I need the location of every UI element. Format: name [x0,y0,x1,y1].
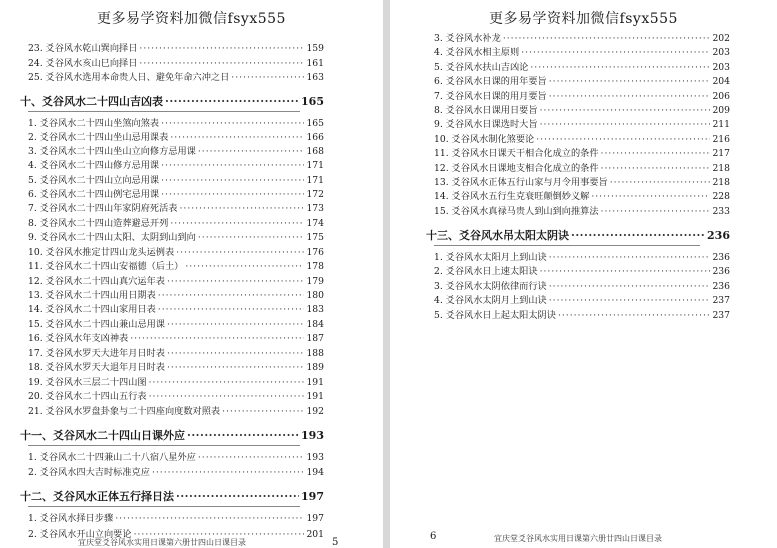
toc-dot-leader [530,61,710,74]
page-number: 6 [430,531,437,542]
toc-dot-leader [591,190,710,203]
section-divider [28,506,300,507]
toc-page-number: 194 [306,467,324,478]
toc-entry [434,32,730,45]
toc-entry-title: 18. 爻谷风水罗天大退年月日时表 [28,362,165,373]
toc-page-number: 159 [306,43,324,54]
toc-dot-leader [170,217,304,230]
toc-dot-leader [176,246,304,259]
toc-entry-title: 4. 爻谷风水太阴月上到山诀 [434,295,547,306]
toc-entry [28,405,324,418]
toc-dot-leader [180,202,305,215]
toc-entry-title: 19. 爻谷风水三层二十四山图 [28,377,147,388]
toc-page-number: 165 [301,95,324,108]
toc-entry [28,347,324,360]
toc-dot-leader [167,361,304,374]
toc-page-number: 168 [306,146,324,157]
toc-page-number: 191 [306,391,324,402]
toc-entry [434,280,730,293]
toc-page-number: 201 [306,529,324,540]
toc-entry [28,246,324,259]
toc-dot-leader [167,275,304,288]
toc-entry-title: 1. 爻谷风水择日步骤 [28,513,114,524]
toc-page-number: 192 [306,406,324,417]
toc-section-heading [426,228,730,243]
toc-dot-leader [558,309,710,322]
toc-entry-title: 十一、爻谷风水二十四山日课外应 [20,429,185,442]
toc-dot-leader [231,71,304,84]
toc-dot-leader [601,162,710,175]
toc-entry-title: 1. 爻谷风水二十四山坐煞向煞表 [28,118,160,129]
toc-page-number: 197 [301,490,324,503]
toc-entry [434,294,730,307]
toc-entry-title: 11. 爻谷风水二十四山安福德（后土） [28,261,184,272]
toc-entry [28,390,324,403]
toc-entry-title: 24. 爻谷风水亥山巳向择日 [28,58,138,69]
toc-page-number: 202 [712,33,730,44]
toc-dot-leader [165,94,299,109]
toc-page-number: 236 [712,252,730,263]
toc-entry [28,217,324,230]
toc-dot-leader [152,466,304,479]
toc-entry-title: 21. 爻谷风水罗盘卦象与二十四座向度数对照表 [28,406,221,417]
toc-dot-leader [549,280,710,293]
toc-entry [28,466,324,479]
toc-entry [28,303,324,316]
toc-page-number: 172 [306,189,324,200]
toc-entry [28,275,324,288]
toc-entry [28,159,324,172]
toc-page-number: 184 [306,319,324,330]
right-page [390,0,777,548]
toc-entry-title: 3. 爻谷风水二十四山坐山立向修方忌用课 [28,146,196,157]
toc-entry-title: 2. 爻谷风水开山立向要论 [28,529,132,540]
toc-dot-leader [549,75,710,88]
toc-page-number: 193 [301,429,324,442]
toc-entry [434,251,730,264]
toc-dot-leader [549,90,710,103]
toc-entry [28,289,324,302]
section-divider [434,245,700,246]
toc-entry [434,176,730,189]
toc-page-number: 171 [306,160,324,171]
toc-entry-title: 7. 爻谷风水日课的用月要旨 [434,91,547,102]
toc-page-number: 217 [712,148,730,159]
toc-entry [434,90,730,103]
toc-entry-title: 13. 爻谷风水正体五行山家与月令用事要旨 [434,177,608,188]
toc-dot-leader [161,174,304,187]
toc-entry [28,512,324,525]
toc-page-number: 209 [712,105,730,116]
toc-dot-leader [549,251,710,264]
toc-dot-leader [503,32,710,45]
toc-entry [28,71,324,84]
toc-dot-leader [198,231,304,244]
toc-dot-leader [167,318,304,331]
toc-dot-leader [610,176,710,189]
toc-entry [434,162,730,175]
toc-page-number: 216 [712,134,730,145]
toc-section-heading [20,94,324,109]
toc-entry [434,190,730,203]
toc-dot-leader [198,451,304,464]
toc-entry-title: 5. 爻谷风水扶山吉凶论 [434,62,529,73]
toc-entry-title: 5. 爻谷风水日上起太阳太阴诀 [434,310,556,321]
toc-entry [28,117,324,130]
toc-entry-title: 8. 爻谷风水日课用日要旨 [434,105,538,116]
toc-page-number: 206 [712,91,730,102]
page-footer: 宜庆堂爻谷风水实用日课第六册廿四山日课目录 [78,538,246,547]
toc-entry-title: 10. 爻谷风水制化煞要论 [434,134,535,145]
toc-dot-leader [149,376,304,389]
toc-entry [434,75,730,88]
toc-page-number: 191 [306,377,324,388]
toc-entry [28,260,324,273]
toc-dot-leader [161,188,304,201]
page-footer: 宜庆堂爻谷风水实用日课第六册廿四山日课目录 [494,534,662,543]
toc-entry-title: 17. 爻谷风水罗天大进年月日时表 [28,348,165,359]
toc-entry-title: 2. 爻谷风水日上速太阳诀 [434,266,538,277]
toc-page-number: 218 [712,163,730,174]
toc-dot-leader [540,265,710,278]
left-page [0,0,383,548]
toc-entry-title: 16. 爻谷风水年支凶神表 [28,333,129,344]
toc-entry-title: 1. 爻谷风水太阳月上到山诀 [434,252,547,263]
toc-entry-title: 20. 爻谷风水二十四山五行表 [28,391,147,402]
toc-dot-leader [167,347,304,360]
toc-dot-leader [149,390,304,403]
toc-entry-title: 25. 爻谷风水选用本命贵人日、避免年命六冲之日 [28,72,230,83]
toc-page-number: 193 [306,452,324,463]
toc-page-number: 174 [306,218,324,229]
toc-dot-leader [158,303,304,316]
toc-page-number: 166 [306,132,324,143]
toc-entry-title: 15. 爻谷风水真禄马贵人到山到向推算法 [434,206,599,217]
toc-page-number: 176 [306,247,324,258]
toc-page-number: 236 [707,229,730,242]
toc-entry [434,309,730,322]
toc-page-number: 187 [306,333,324,344]
toc-entry-title: 5. 爻谷风水二十四山立向忌用课 [28,175,160,186]
toc-entry-title: 9. 爻谷风水日课选时大旨 [434,119,538,130]
toc-dot-leader [139,42,304,55]
toc-page-number: 211 [712,119,730,130]
toc-entry [434,147,730,160]
toc-dot-leader [139,57,304,70]
toc-entry [28,361,324,374]
toc-entry-title: 8. 爻谷风水二十四山造葬避忌开列 [28,218,169,229]
toc-entry [28,145,324,158]
toc-page-number: 188 [306,348,324,359]
toc-dot-leader [571,228,705,243]
toc-entry-title: 14. 爻谷风水五行生克衰旺颠倒妙义解 [434,191,590,202]
toc-page-number: 203 [712,47,730,58]
toc-entry-title: 6. 爻谷风水二十四山例宅忌用课 [28,189,160,200]
toc-entry-title: 12. 爻谷风水日课地支相合化成立的条件 [434,163,599,174]
toc-dot-leader [185,260,304,273]
toc-entry [28,231,324,244]
section-divider [28,445,300,446]
toc-entry [28,188,324,201]
toc-dot-leader [601,147,710,160]
toc-page-number: 165 [306,118,324,129]
toc-entry-title: 6. 爻谷风水日课的用年要旨 [434,76,547,87]
toc-page-number: 189 [306,362,324,373]
toc-page-number: 197 [306,513,324,524]
toc-entry [28,376,324,389]
toc-page-number: 228 [712,191,730,202]
toc-entry-title: 3. 爻谷风水太阴依律而行诀 [434,281,547,292]
toc-page-number: 163 [306,72,324,83]
toc-section-heading [20,489,324,504]
toc-dot-leader [161,159,304,172]
toc-page-number: 233 [712,206,730,217]
toc-entry-title: 13. 爻谷风水二十四山用日期表 [28,290,156,301]
toc-entry-title: 10. 爻谷风水推定廿四山龙头运例表 [28,247,175,258]
toc-dot-leader [540,118,710,131]
toc-entry [434,205,730,218]
toc-entry [28,202,324,215]
toc-dot-leader [170,131,304,144]
toc-entry-title: 4. 爻谷风水相主原则 [434,47,520,58]
toc-dot-leader [601,205,710,218]
toc-entry-title: 14. 爻谷风水二十四山家用日表 [28,304,156,315]
toc-page-number: 173 [306,203,324,214]
toc-page-number: 171 [306,175,324,186]
toc-dot-leader [187,428,299,443]
page-header: 更多易学资料加微信fsyx555 [97,11,286,27]
toc-entry [434,46,730,59]
toc-page-number: 237 [712,310,730,321]
toc-section-heading [20,428,324,443]
toc-entry [28,451,324,464]
toc-entry [28,318,324,331]
toc-page-number: 180 [306,290,324,301]
page-gutter [383,0,390,548]
toc-entry [28,131,324,144]
toc-dot-leader [549,294,710,307]
toc-entry-title: 十、爻谷风水二十四山吉凶表 [20,95,163,108]
toc-entry [434,133,730,146]
toc-dot-leader [536,133,710,146]
toc-entry-title: 11. 爻谷风水日课天干相合化成立的条件 [434,148,599,159]
toc-dot-leader [540,104,710,117]
toc-entry-title: 12. 爻谷风水二十四山真穴运年表 [28,276,165,287]
toc-dot-leader [198,145,304,158]
toc-page-number: 237 [712,295,730,306]
toc-page-number: 183 [306,304,324,315]
toc-page-number: 204 [712,76,730,87]
toc-page-number: 218 [712,177,730,188]
toc-entry-title: 2. 爻谷风水四大吉时标准克应 [28,467,150,478]
toc-entry-title: 23. 爻谷风水乾山巽向择日 [28,43,138,54]
toc-page-number: 203 [712,62,730,73]
page-number: 5 [332,537,339,548]
toc-entry-title: 2. 爻谷风水二十四山坐山忌用课表 [28,132,169,143]
toc-page-number: 178 [306,261,324,272]
toc-entry-title: 十三、爻谷风水吊太阳太阴诀 [426,229,569,242]
toc-dot-leader [521,46,710,59]
toc-entry [434,61,730,74]
toc-entry-title: 十二、爻谷风水正体五行择日法 [20,490,174,503]
toc-entry-title: 15. 爻谷风水二十四山兼山忌用课 [28,319,165,330]
toc-page-number: 236 [712,281,730,292]
toc-dot-leader [130,332,304,345]
toc-dot-leader [161,117,304,130]
toc-entry-title: 1. 爻谷风水二十四兼山二十八宿八星外应 [28,452,196,463]
toc-page-number: 179 [306,276,324,287]
toc-entry [434,104,730,117]
toc-dot-leader [176,489,299,504]
toc-page-number: 161 [306,58,324,69]
section-divider [28,111,300,112]
toc-entry [434,265,730,278]
toc-entry-title: 9. 爻谷风水二十四山太阳、太阴到山到向 [28,232,196,243]
toc-entry-title: 3. 爻谷风水补龙 [434,33,501,44]
toc-entry [28,174,324,187]
toc-entry-title: 4. 爻谷风水二十四山修方忌用课 [28,160,160,171]
toc-page-number: 175 [306,232,324,243]
toc-entry [28,332,324,345]
toc-entry-title: 7. 爻谷风水二十四山年家阴府死活表 [28,203,178,214]
toc-dot-leader [158,289,304,302]
toc-entry [28,57,324,70]
toc-dot-leader [115,512,304,525]
toc-page-number: 236 [712,266,730,277]
page-header: 更多易学资料加微信fsyx555 [489,11,678,27]
toc-entry [28,42,324,55]
toc-entry [434,118,730,131]
toc-dot-leader [222,405,304,418]
